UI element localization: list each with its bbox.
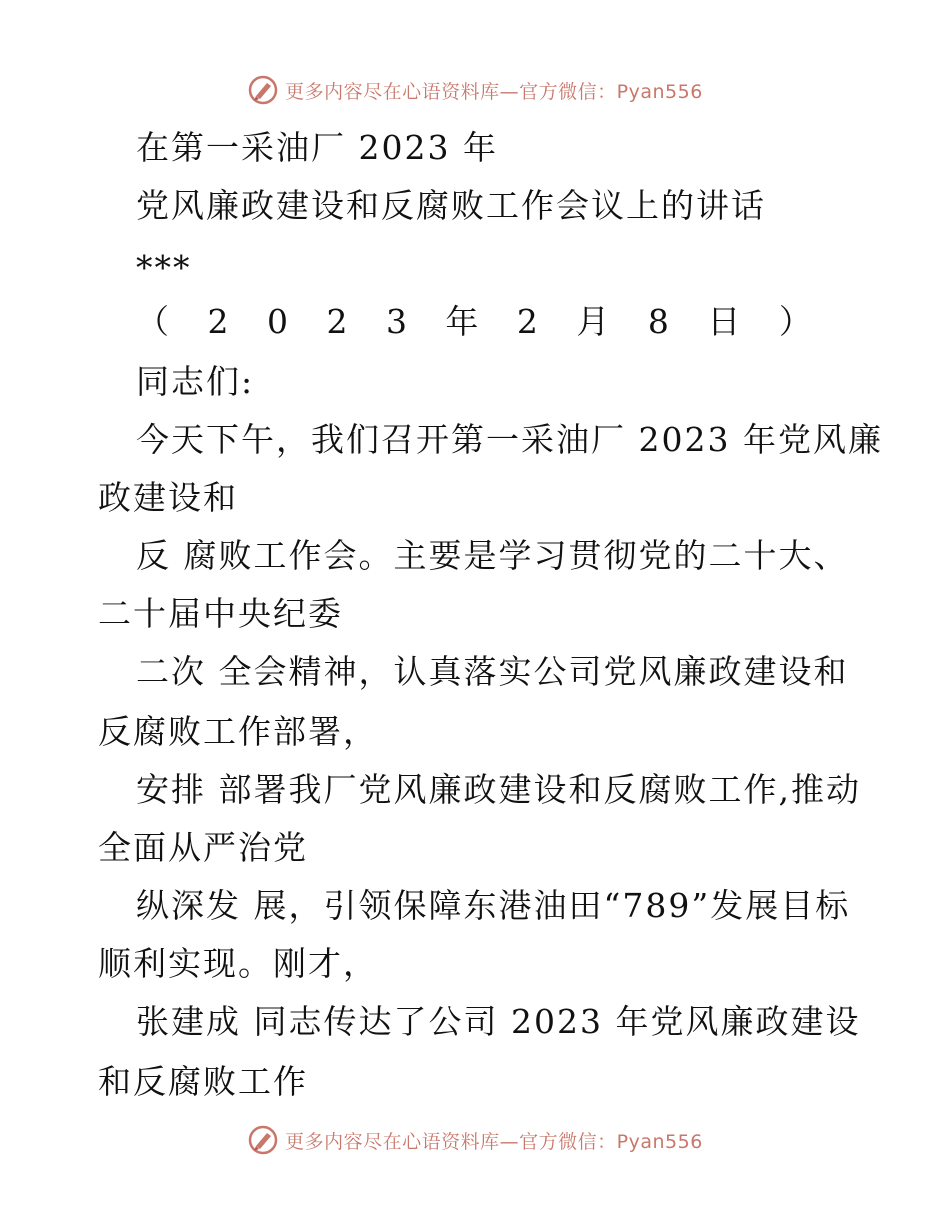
author: *** — [136, 248, 192, 287]
footer-watermark — [0, 1122, 950, 1158]
pen-logo-icon — [247, 1124, 279, 1156]
watermark-text: 更多内容尽在心语资料库—官方微信：Pyan556 — [285, 1130, 703, 1153]
paragraph-line: 纵深发 展，引领保障东港油田“789”发展目标 — [136, 886, 851, 925]
paragraph-line: 顺利实现。刚才， — [98, 944, 378, 983]
paragraph-line: 二十届中央纪委 — [98, 594, 343, 633]
pen-logo-icon — [247, 74, 279, 106]
paragraph-line: 政建设和 — [98, 478, 238, 517]
paragraph-line: 反腐败工作部署， — [98, 712, 378, 751]
paragraph-line: 全面从严治党 — [98, 828, 308, 867]
paragraph-line: 今天下午，我们召开第一采油厂 2023 年党风廉 — [136, 420, 883, 459]
speech-date: （ 2 0 2 3 年 2 月 8 日 ） — [136, 302, 826, 341]
paragraph-line: 二次 全会精神，认真落实公司党风廉政建设和 — [136, 652, 849, 691]
title-line-1: 在第一采油厂 2023 年 — [136, 128, 498, 167]
paragraph-line: 安排 部署我厂党风廉政建设和反腐败工作,推动 — [136, 770, 861, 809]
paragraph-line: 和反腐败工作 — [98, 1062, 308, 1101]
paragraph-line: 张建成 同志传达了公司 2023 年党风廉政建设 — [136, 1002, 861, 1041]
title-line-2: 党风廉政建设和反腐败工作会议上的讲话 — [136, 186, 766, 225]
watermark-text: 更多内容尽在心语资料库—官方微信：Pyan556 — [285, 80, 703, 103]
paragraph-line: 反 腐败工作会。主要是学习贯彻党的二十大、 — [136, 536, 849, 575]
header-watermark — [0, 72, 950, 108]
salutation: 同志们: — [136, 362, 255, 401]
